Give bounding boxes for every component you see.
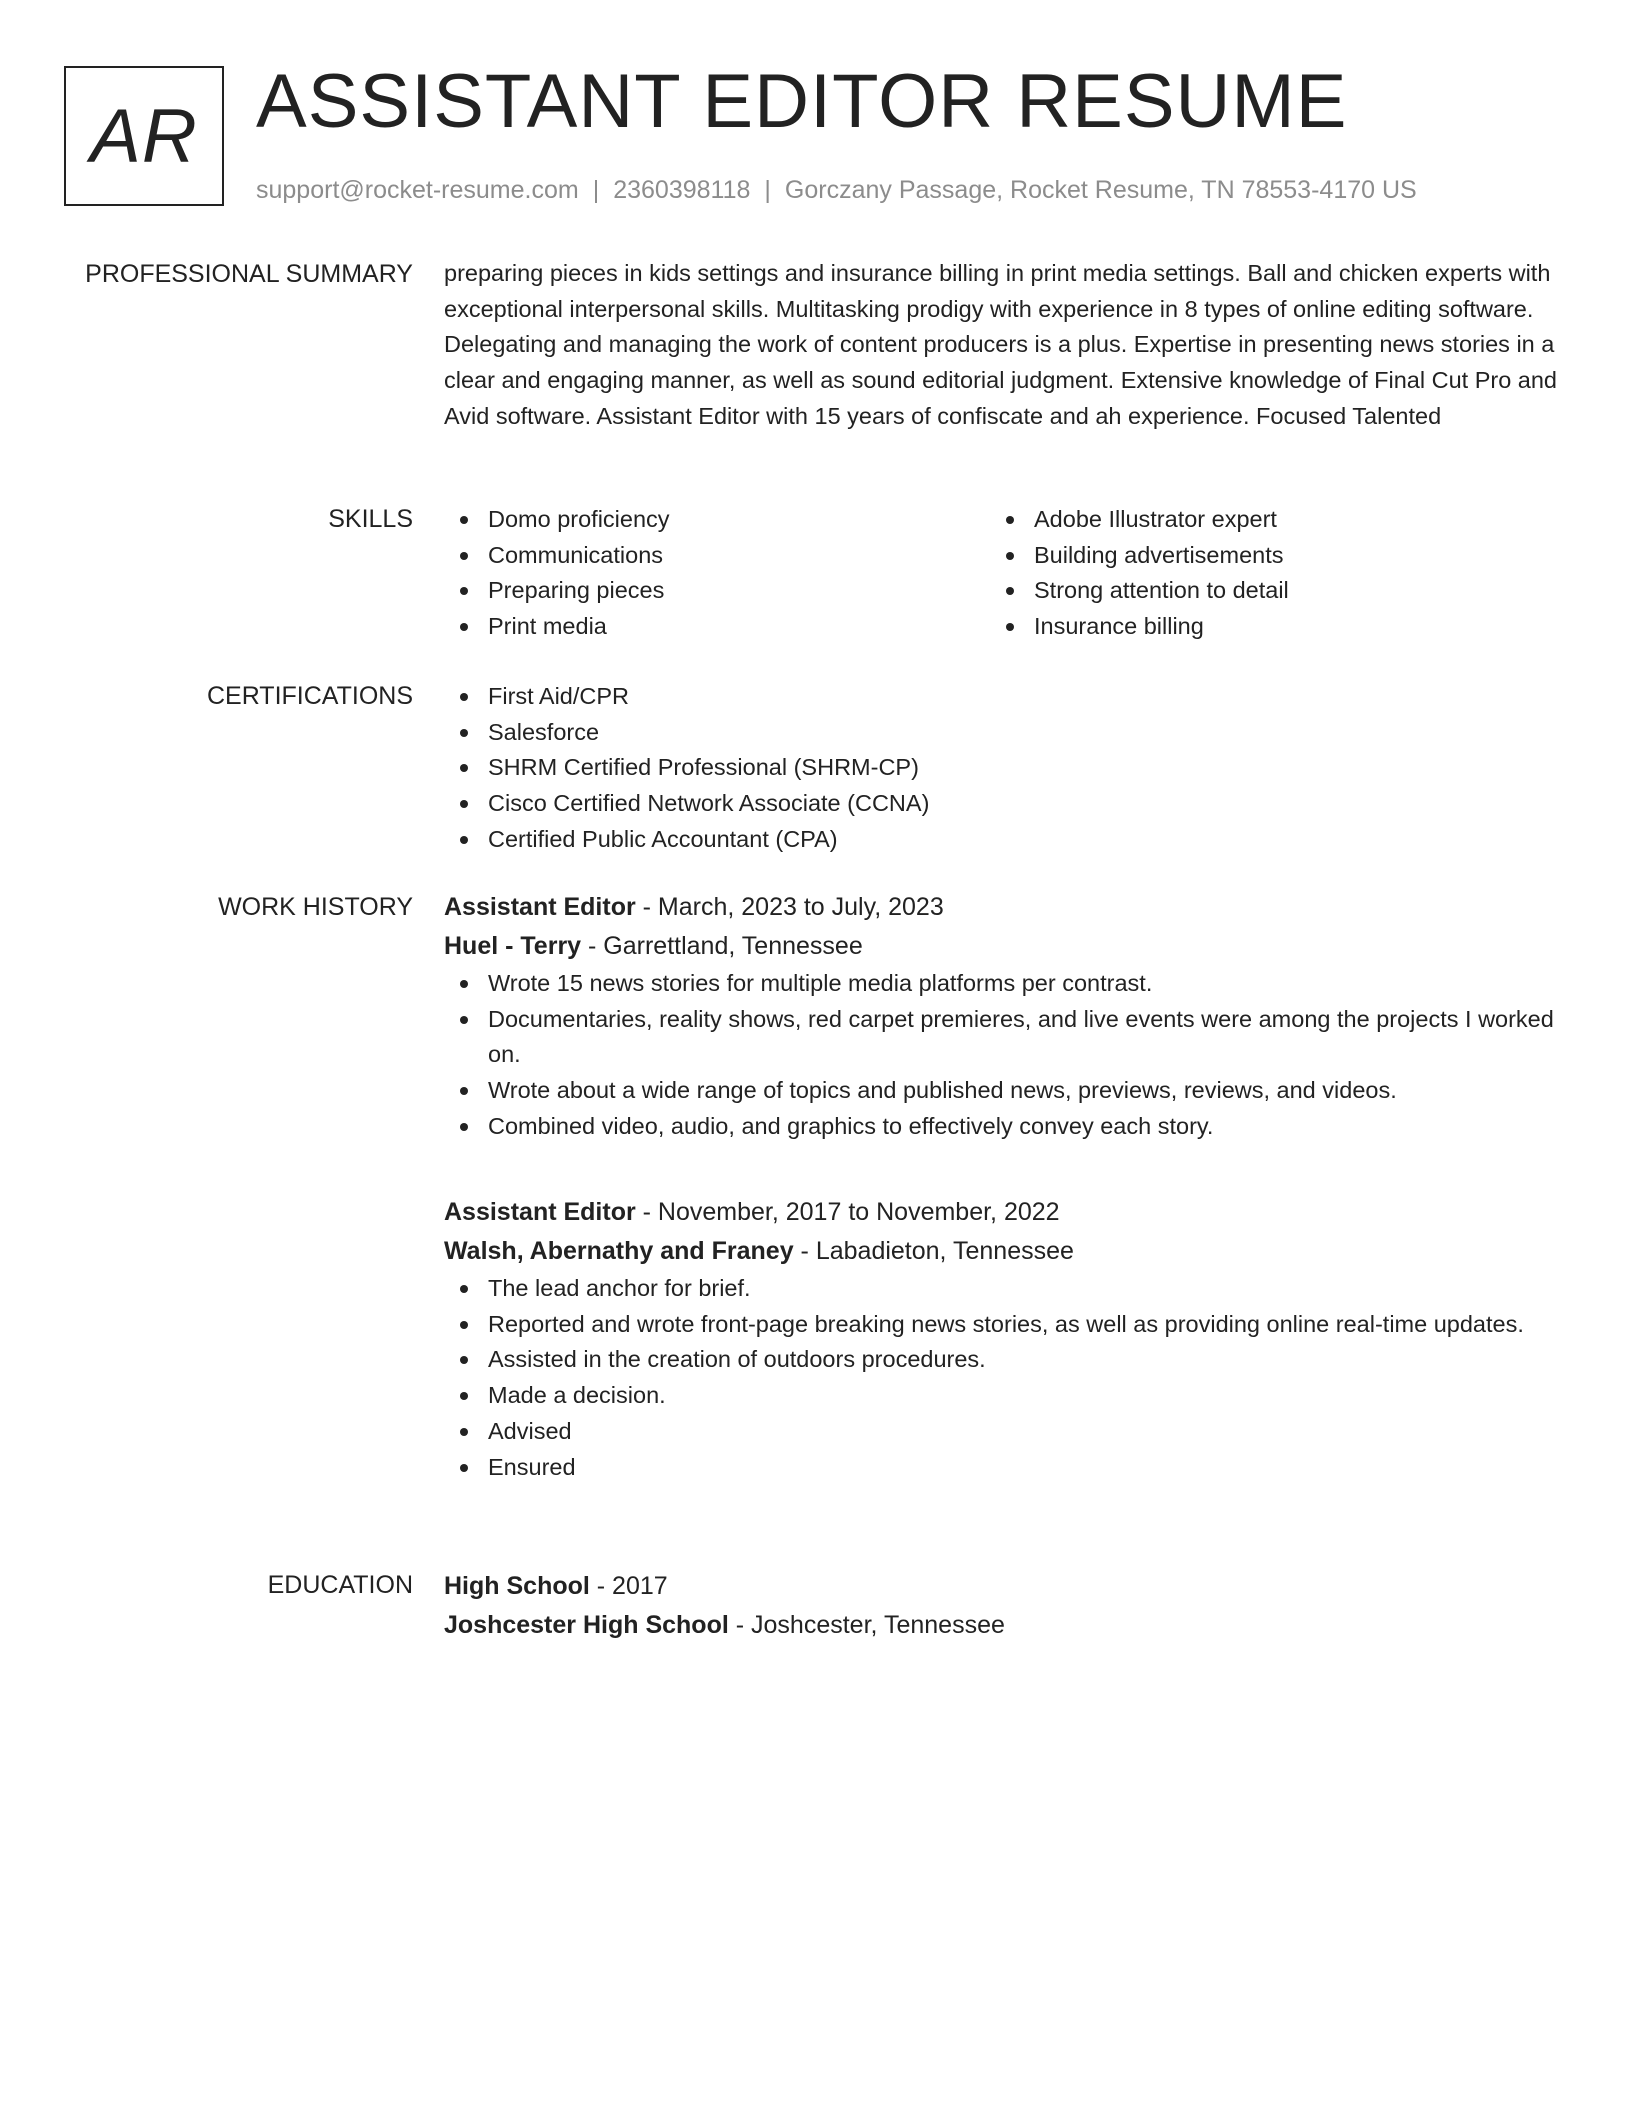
certification-item: Certified Public Accountant (CPA) (444, 822, 1564, 858)
education-school: Joshcester High School (444, 1611, 729, 1639)
skills-list-col2 (990, 502, 1536, 645)
job-bullet: Advised (444, 1414, 1564, 1450)
skill-item: Preparing pieces (444, 573, 990, 609)
job-bullet: Wrote 15 news stories for multiple media platforms per contrast. (444, 966, 1564, 1002)
job-bullet: The lead anchor for brief. (444, 1271, 1564, 1307)
skill-item: Adobe Illustrator expert (990, 502, 1536, 538)
summary-text: preparing pieces in kids settings and insurance billing in print media settings. Ball and chicken experts with exceptional interpersonal skills. Multitasking prodigy with experience in 8 types of online editing software. Delegating and managing the work of content producers is a plus. Expertise in presenting news stories in a clear and engaging manner, as well as sound editorial judgment. Extensive knowledge of Final Cut Pro and Avid software. Assistant Editor with 15 years of confiscate and ah experience. Focused Talented (444, 260, 1558, 429)
resume-title: ASSISTANT EDITOR RESUME (256, 59, 1348, 144)
section-label-work-history: WORK HISTORY (218, 893, 413, 921)
certifications-list (444, 679, 1564, 858)
skills-section (444, 502, 1564, 645)
job-location: - Labadieton, Tennessee (793, 1237, 1074, 1265)
contact-line (256, 174, 1417, 206)
job-bullet: Documentaries, reality shows, red carpet premieres, and live events were among the projects I worked on. (444, 1002, 1564, 1073)
job-bullet: Wrote about a wide range of topics and published news, previews, reviews, and videos. (444, 1073, 1564, 1109)
education-entry (444, 1567, 1564, 1645)
job-entry (444, 888, 1564, 1145)
job-location: - Garrettland, Tennessee (581, 932, 863, 960)
section-label-skills: SKILLS (328, 505, 413, 533)
contact-separator: | (764, 176, 771, 204)
education-location: - Joshcester, Tennessee (728, 1611, 1005, 1639)
monogram-badge: AR (64, 66, 224, 206)
skill-item: Domo proficiency (444, 502, 990, 538)
job-dates: - November, 2017 to November, 2022 (635, 1198, 1060, 1226)
skill-item: Insurance billing (990, 609, 1536, 645)
education-school-line (444, 1606, 1564, 1645)
skill-item: Strong attention to detail (990, 573, 1536, 609)
job-company: Huel - Terry (444, 932, 582, 960)
job-bullet: Assisted in the creation of outdoors procedures. (444, 1342, 1564, 1378)
certification-item: Salesforce (444, 715, 1564, 751)
job-dates: - March, 2023 to July, 2023 (635, 893, 944, 921)
section-label-summary: PROFESSIONAL SUMMARY (85, 260, 413, 288)
job-title: Assistant Editor (444, 893, 636, 921)
job-title: Assistant Editor (444, 1198, 636, 1226)
job-title-line (444, 1193, 1564, 1232)
contact-phone: 2360398118 (613, 176, 751, 204)
certification-item: First Aid/CPR (444, 679, 1564, 715)
job-company-line (444, 927, 1564, 966)
job-bullet-list (444, 1271, 1564, 1485)
job-company-line (444, 1232, 1564, 1271)
job-bullet: Ensured (444, 1450, 1564, 1486)
skill-item: Print media (444, 609, 990, 645)
certifications-section (444, 679, 1564, 858)
job-bullet: Reported and wrote front-page breaking news stories, as well as providing online real-time updates. (444, 1307, 1564, 1343)
job-company: Walsh, Abernathy and Franey (444, 1237, 794, 1265)
job-title-line (444, 888, 1564, 927)
job-bullet: Made a decision. (444, 1378, 1564, 1414)
skill-item: Building advertisements (990, 538, 1536, 574)
skills-list-col1 (444, 502, 990, 645)
certification-item: SHRM Certified Professional (SHRM-CP) (444, 750, 1564, 786)
education-degree: High School (444, 1572, 590, 1600)
contact-separator: | (592, 176, 600, 204)
section-label-education: EDUCATION (267, 1571, 413, 1599)
certification-item: Cisco Certified Network Associate (CCNA) (444, 786, 1564, 822)
education-degree-line (444, 1567, 1564, 1606)
skill-item: Communications (444, 538, 990, 574)
contact-email: support@rocket-resume.com (256, 176, 579, 204)
job-entry (444, 1193, 1564, 1485)
contact-address: Gorczany Passage, Rocket Resume, TN 78553-4170 US (784, 176, 1417, 204)
job-bullet-list (444, 966, 1564, 1145)
education-year: - 2017 (589, 1572, 668, 1600)
summary-section (444, 256, 1564, 435)
section-label-certifications: CERTIFICATIONS (206, 682, 413, 710)
job-bullet: Combined video, audio, and graphics to effectively convey each story. (444, 1109, 1564, 1145)
